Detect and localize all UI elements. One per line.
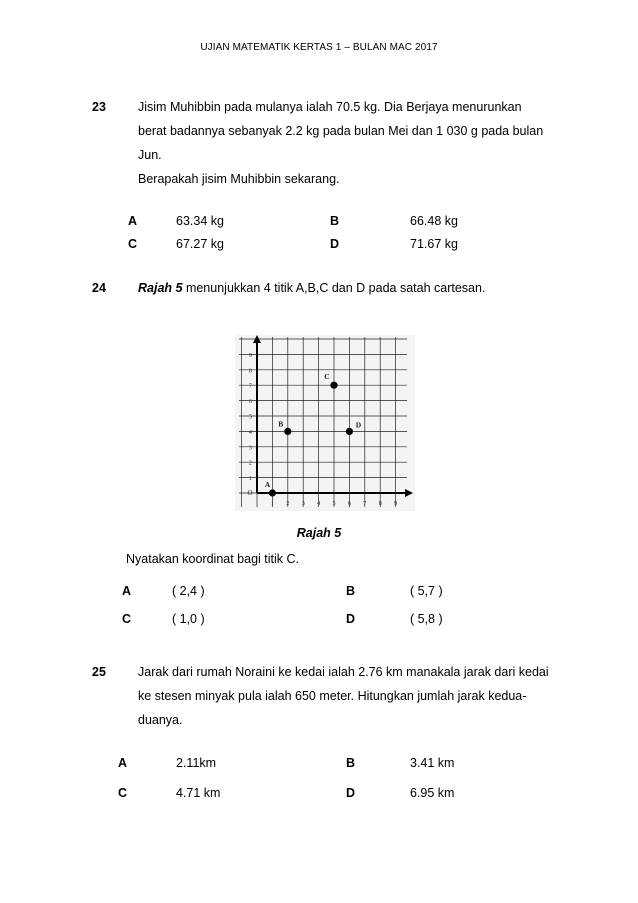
q23-option-b-value: 66.48 kg (410, 214, 458, 228)
question-24-lead-rest: menunjukkan 4 titik A,B,C dan D pada satah cartesan. (182, 281, 486, 295)
question-25-line-3: duanya. (138, 713, 183, 727)
x-tick-label: 6 (347, 500, 352, 507)
q24-option-d-letter: D (346, 612, 356, 626)
q23-option-c-value: 67.27 kg (176, 237, 224, 251)
question-23-number: 23 (92, 100, 106, 114)
y-tick-label: 7 (248, 382, 252, 390)
x-tick-label: 5 (332, 500, 336, 507)
point-a (269, 489, 276, 496)
question-23-line-2: berat badannya sebanyak 2.2 kg pada bulan Mei dan 1 030 g pada bulan (138, 124, 544, 138)
question-23-line-4: Berapakah jisim Muhibbin sekarang. (138, 172, 340, 186)
question-25-line-1: Jarak dari rumah Noraini ke kedai ialah 2.76 km manakala jarak dari kedai (138, 665, 549, 679)
q25-option-d-letter: D (346, 786, 356, 800)
x-tick-label: 7 (363, 500, 367, 507)
q24-option-a-letter: A (122, 584, 132, 598)
question-23-line-3: Jun. (138, 148, 162, 162)
q23-option-a-value: 63.34 kg (176, 214, 224, 228)
question-24-prompt: Nyatakan koordinat bagi titik C. (126, 552, 300, 566)
q23-option-a-letter: A (128, 214, 138, 228)
cartesian-plane-figure (235, 335, 415, 511)
x-tick-label: 1 (270, 500, 275, 507)
point-c (330, 382, 337, 389)
y-tick-label: 4 (248, 428, 252, 436)
point-label-b: B (278, 419, 284, 429)
question-23-line-1: Jisim Muhibbin pada mulanya ialah 70.5 kg. Dia Berjaya menurunkan (138, 100, 522, 114)
origin-label: O (247, 489, 253, 497)
page-header: UJIAN MATEMATIK KERTAS 1 – BULAN MAC 2017 (200, 42, 438, 53)
q24-option-c-letter: C (122, 612, 132, 626)
q23-option-c-letter: C (128, 237, 138, 251)
q25-option-c-letter: C (118, 786, 128, 800)
x-tick-label: 4 (316, 500, 321, 507)
q24-option-a-value: ( 2,4 ) (172, 584, 205, 598)
y-tick-label: 3 (248, 444, 252, 452)
figure-background (235, 335, 415, 511)
q23-option-d-value: 71.67 kg (410, 237, 458, 251)
q24-option-d-value: ( 5,8 ) (410, 612, 443, 626)
q24-option-b-letter: B (346, 584, 356, 598)
q25-option-a-letter: A (118, 756, 128, 770)
question-25-line-2: ke stesen minyak pula ialah 650 meter. Hitungkan jumlah jarak kedua- (138, 689, 527, 703)
x-tick-label: 3 (301, 500, 305, 507)
point-b (284, 428, 291, 435)
figure-reference: Rajah 5 (138, 281, 183, 295)
y-tick-label: 5 (248, 413, 252, 421)
point-label-a: A (264, 480, 271, 489)
x-tick-label: 8 (378, 500, 382, 507)
q24-option-b-value: ( 5,7 ) (410, 584, 443, 598)
y-tick-label: 8 (248, 367, 252, 375)
question-25-number: 25 (92, 665, 106, 679)
q25-option-b-letter: B (346, 756, 356, 770)
q25-option-b-value: 3.41 km (410, 756, 455, 770)
y-tick-label: 1 (248, 475, 252, 483)
q25-option-a-value: 2.11km (176, 756, 217, 770)
point-label-c: C (324, 372, 330, 382)
q25-option-c-value: 4.71 km (176, 786, 221, 800)
y-tick-label: 9 (248, 351, 252, 359)
q25-option-d-value: 6.95 km (410, 786, 455, 800)
question-24-lead (138, 281, 485, 295)
q23-option-d-letter: D (330, 237, 340, 251)
y-tick-label: 6 (248, 398, 252, 406)
point-label-d: D (355, 420, 362, 430)
x-tick-label: 9 (393, 500, 398, 507)
question-24-number: 24 (92, 281, 106, 295)
y-tick-label: 2 (248, 459, 252, 467)
q23-option-b-letter: B (330, 214, 340, 228)
point-d (346, 428, 353, 435)
q24-option-c-value: ( 1,0 ) (172, 612, 205, 626)
figure-caption: Rajah 5 (296, 526, 342, 540)
x-tick-label: 2 (286, 500, 290, 507)
